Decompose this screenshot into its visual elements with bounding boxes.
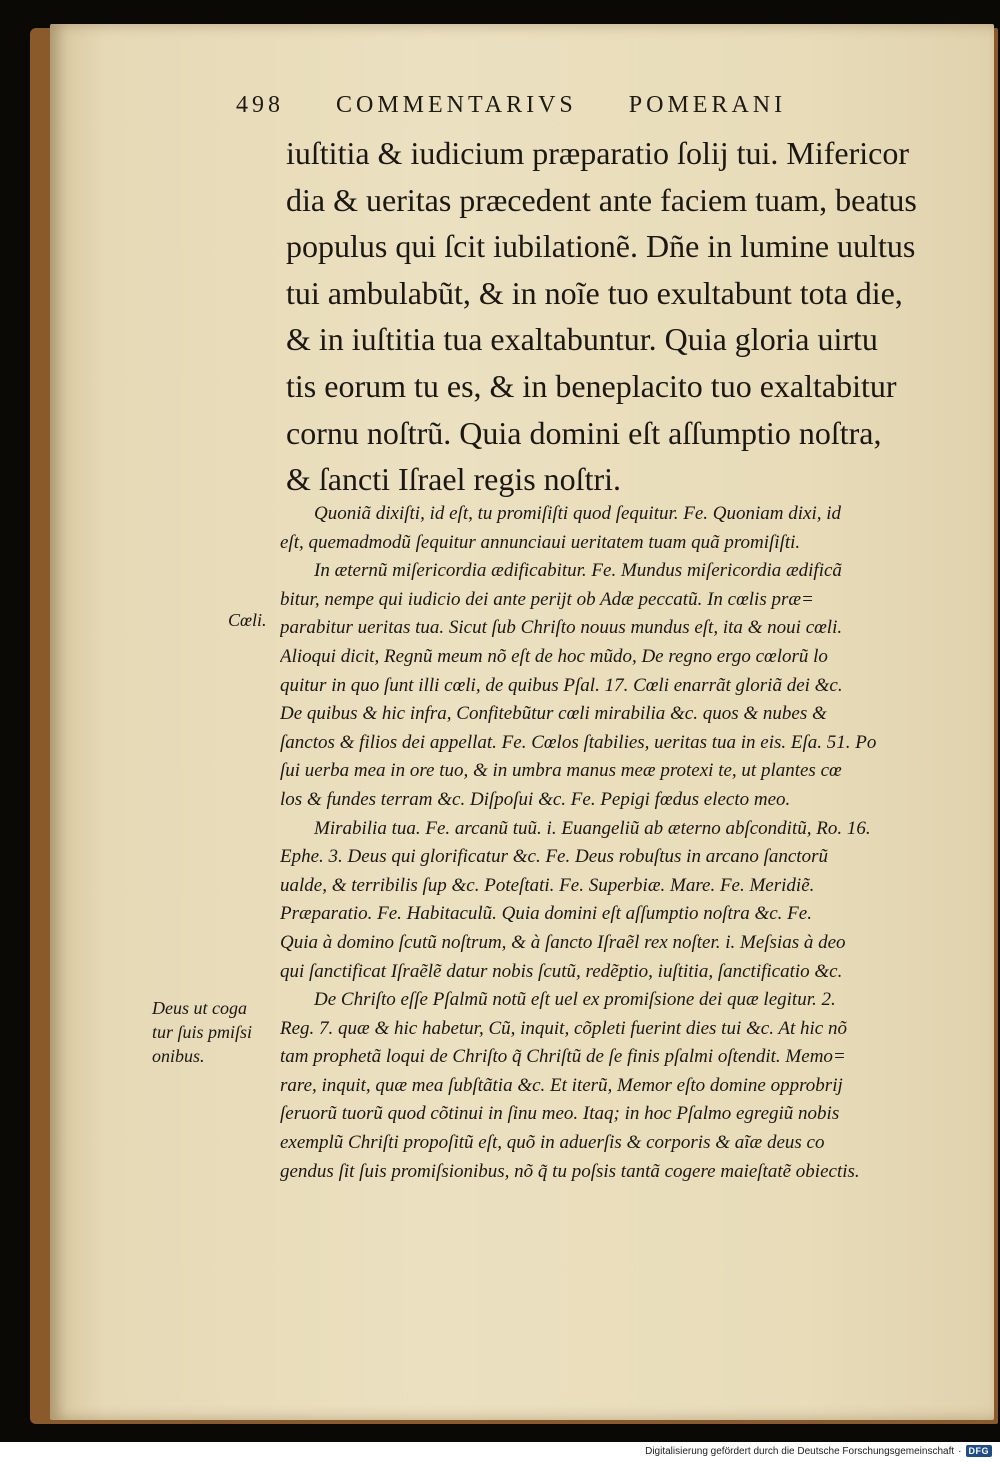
- commentary-line: ſui uerba mea in ore tuo, & in umbra manus meæ protexi te, ut plantes cœ: [280, 760, 842, 782]
- commentary-line: In æternũ miſericordia ædificabitur. Fe. Mundus miſericordia ædificã: [314, 560, 842, 582]
- psalm-line: & ſancti Iſrael regis noſtri.: [286, 461, 621, 498]
- commentary-line: qui ſanctificat Iſraẽlẽ datur nobis ſcutũ, redẽptio, iuſtitia, ſanctificatio &c.: [280, 960, 843, 982]
- commentary-line: parabitur ueritas tua. Sicut ſub Chriſto nouus mundus eſt, ita & noui cœli.: [280, 617, 843, 639]
- commentary-line: De Chriſto eſſe Pſalmũ notũ eſt uel ex promiſsione dei quæ legitur. 2.: [314, 989, 836, 1011]
- psalm-line: iuſtitia & iudicium præparatio ſolij tui. Mifericor: [286, 135, 909, 171]
- footer-credit: [645, 1443, 992, 1459]
- footer-text: Digitalisierung gefördert durch die Deutsche Forschungsgemeinschaft: [645, 1445, 955, 1457]
- page-number: 498: [236, 92, 284, 118]
- commentary-line: los & fundes terram &c. Diſpoſui &c. Fe. Pepigi fœdus electo meo.: [280, 788, 791, 810]
- commentary-line: rare, inquit, quæ mea ſubſtãtia &c. Et iterũ, Memor eſto domine opprobrij: [280, 1074, 843, 1096]
- commentary-line: Quoniã dixiſti, id eſt, tu promiſiſti quod ſequitur. Fe. Quoniam dixi, id: [314, 503, 842, 524]
- commentary-line: Quia à domino ſcutũ noſtrum, & à ſancto Iſraẽl rex noſter. i. Meſsias à deo: [280, 931, 846, 953]
- commentary-line: ualde, & terribilis ſup &c. Poteſtati. Fe. Superbiæ. Mare. Fe. Meridiẽ.: [280, 874, 815, 896]
- psalm-line: populus qui ſcit iubilationẽ. Dñe in lumine uultus: [286, 228, 916, 265]
- psalm-line: tis eorum tu es, & in beneplacito tuo exaltabitur: [286, 367, 897, 404]
- marginal-note-coeli: Cœli.: [228, 610, 267, 630]
- running-title-word-1: COMMENTARIVS: [336, 92, 577, 118]
- commentary-line: eſt, quemadmodũ ſequitur annunciaui ueritatem tuam quã promiſiſti.: [280, 531, 801, 553]
- psalm-line: cornu noſtrũ. Quia domini eſt aſſumptio noſtra,: [286, 414, 882, 451]
- commentary-line: Mirabilia tua. Fe. arcanũ tuũ. i. Euangeliũ ab æterno abſconditũ, Ro. 16.: [314, 817, 871, 839]
- commentary-line: Præparatio. Fe. Habitaculũ. Quia domini eſt aſſumptio noſtra &c. Fe.: [280, 903, 812, 925]
- marginal-note-line: Deus ut coga: [152, 998, 247, 1018]
- commentary-line: Alioqui dicit, Regnũ meum nõ eſt de hoc mũdo, De regno ergo cœlorũ lo: [280, 645, 828, 667]
- psalm-text-block: [286, 130, 951, 503]
- marginal-note-line: tur ſuis pmiſsi: [152, 1022, 253, 1042]
- commentary-line: De quibus & hic infra, Confitebũtur cœli mirabilia &c. quos & nubes &: [280, 703, 827, 725]
- running-head: [236, 92, 826, 119]
- commentary-line: quitur in quo ſunt illi cœli, de quibus Pſal. 17. Cœli enarrãt gloriã dei &c.: [280, 674, 843, 696]
- psalm-line: & in iuſtitia tua exaltabuntur. Quia gloria uirtu: [286, 321, 878, 358]
- footer-separator: ·: [958, 1445, 962, 1457]
- commentary-line: bitur, nempe qui iudicio dei ante perijt ob Adæ peccatũ. In cœlis præ=: [280, 588, 814, 610]
- commentary-line: gendus ſit ſuis promiſsionibus, nõ q̃ tu poſsis tantã cogere maieſtatẽ obiectis.: [280, 1160, 860, 1182]
- marginal-note-line: onibus.: [152, 1046, 205, 1066]
- commentary-line: Ephe. 3. Deus qui glorificatur &c. Fe. Deus robuſtus in arcano ſanctorũ: [280, 846, 828, 868]
- commentary-line: ſanctos & filios dei appellat. Fe. Cœlos ſtabilies, ueritas tua in eis. Eſa. 51. Po: [280, 731, 877, 753]
- psalm-line: tui ambulabũt, & in noĩe tuo exultabunt tota die,: [286, 274, 903, 311]
- commentary-block: [280, 500, 950, 1186]
- commentary-line: ſeruorũ tuorũ quod cõtinui in ſinu meo. Itaq; in hoc Pſalmo egregiũ nobis: [280, 1103, 840, 1125]
- commentary-line: Reg. 7. quæ & hic habetur, Cũ, inquit, cõpleti fuerint dies tui &c. At hic nõ: [280, 1017, 847, 1039]
- commentary-line: tam prophetã loqui de Chriſto q̃ Chriſtũ de ſe finis pſalmi oſtendit. Memo=: [280, 1046, 846, 1068]
- commentary-line: exemplũ Chriſti propoſitũ eſt, quõ in aduerſis & corporis & aĩæ deus co: [280, 1132, 825, 1154]
- dfg-logo: DFG: [966, 1445, 993, 1457]
- running-title-word-2: POMERANI: [628, 92, 787, 118]
- marginal-note-deus: [152, 996, 252, 1068]
- psalm-line: dia & ueritas præcedent ante faciem tuam, beatus: [286, 181, 917, 218]
